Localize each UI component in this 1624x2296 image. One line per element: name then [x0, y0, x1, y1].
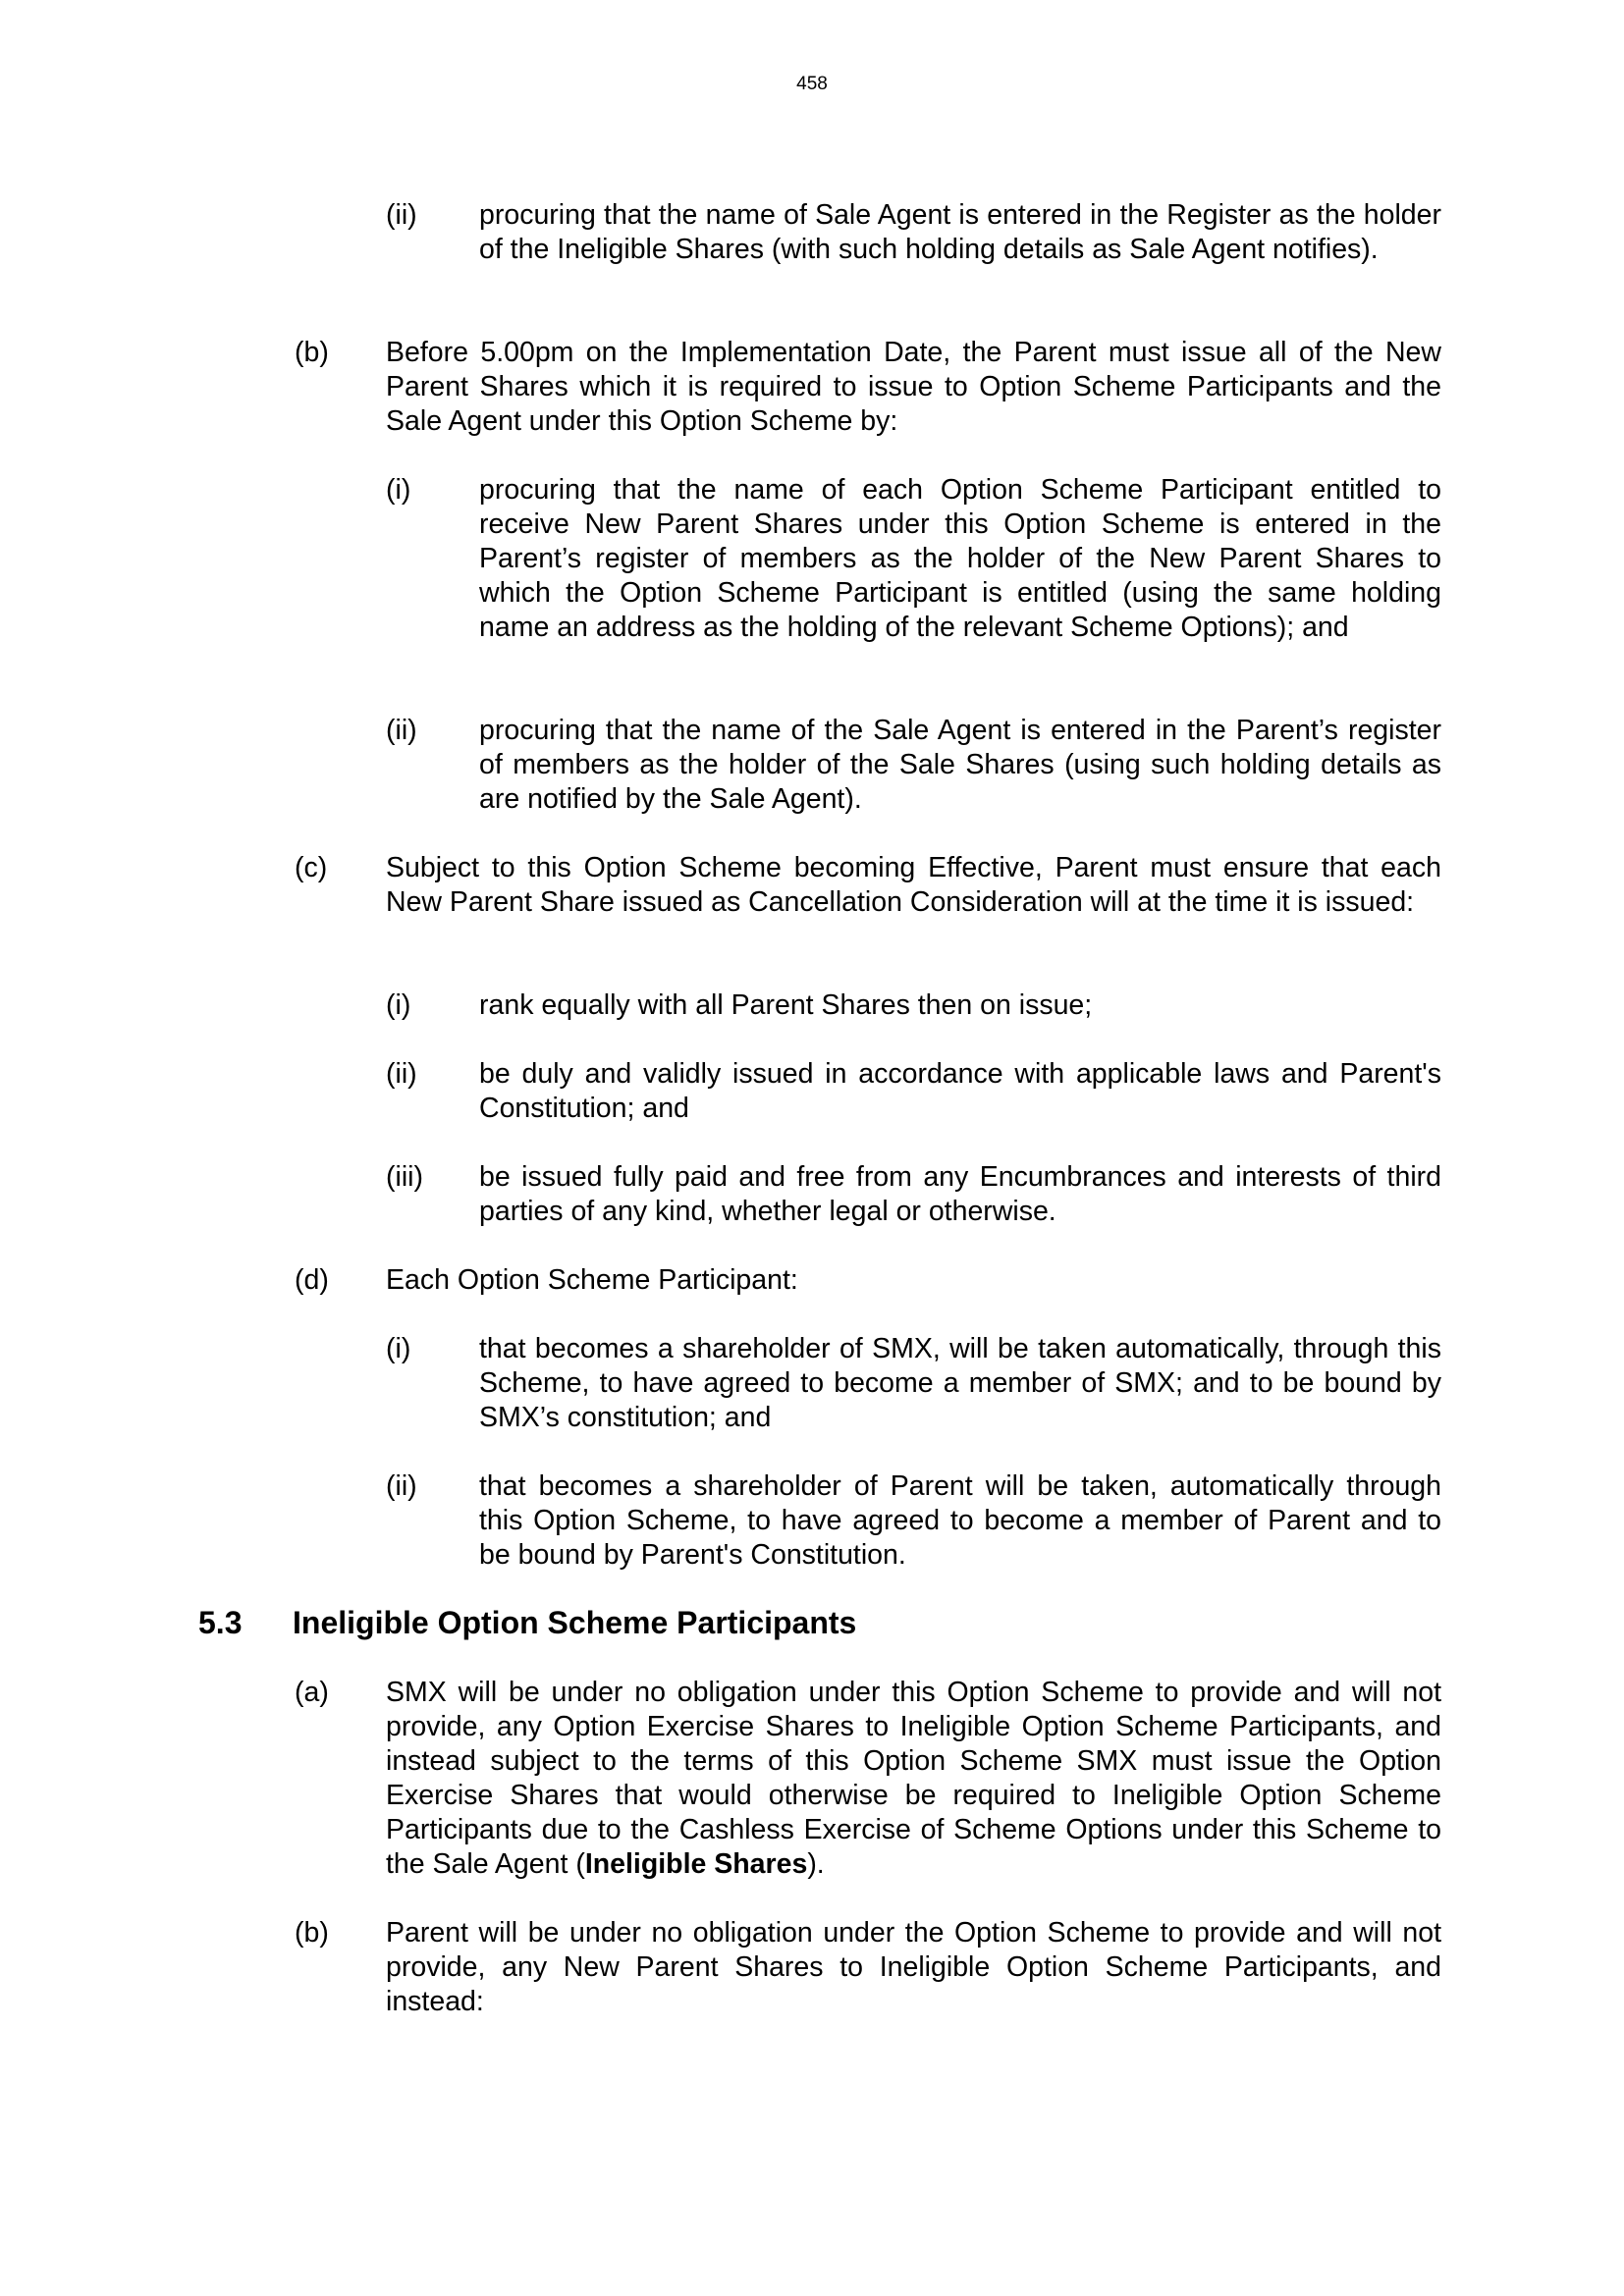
- clause-label: (a): [295, 1677, 329, 1708]
- clause-label: (ii): [386, 715, 417, 746]
- section-title: Ineligible Option Scheme Participants: [293, 1605, 857, 1640]
- clause-label: (d): [295, 1264, 329, 1296]
- clause-label: (ii): [386, 199, 417, 231]
- clause-label: (b): [295, 337, 329, 368]
- clause-text: Before 5.00pm on the Implementation Date, the Parent must issue all of the New Parent Shares which it is required to issue to Option Scheme Participants and the Sale Agent under this Option Scheme by:: [386, 337, 1441, 437]
- clause-text: [386, 1676, 1441, 1882]
- clause-text: Parent will be under no obligation under the Option Scheme to provide and will not provide, any New Parent Shares to Ineligible Option Scheme Participants, and instead:: [386, 1917, 1441, 2017]
- clause-label: (i): [386, 1333, 411, 1364]
- clause-label: (iii): [386, 1161, 423, 1193]
- clause-text: procuring that the name of the Sale Agent is entered in the Parent’s register of members as the holder of the Sale Shares (using such holding details as are notified by the Sale Agent).: [479, 715, 1441, 815]
- section-number: 5.3: [198, 1605, 243, 1640]
- clause-label: (i): [386, 989, 411, 1021]
- clause-text: that becomes a shareholder of Parent will be taken, automatically through this Option Scheme, to have agreed to become a member of Parent and to be bound by Parent's Constitution.: [479, 1470, 1441, 1571]
- page-number: 458: [796, 74, 828, 94]
- clause-label: (ii): [386, 1470, 417, 1502]
- clause-text-part: SMX will be under no obligation under this Option Scheme to provide and will not provide, any Option Exercise Shares to Ineligible Option Scheme Participants, and instead subject to the terms of this Option Scheme SMX must issue the Option Exercise Shares that would otherwise be required to Ineligible Option Scheme Participants due to the Cashless Exercise of Scheme Options under this Scheme to the Sale Agent (: [386, 1677, 1441, 1880]
- clause-text: be duly and validly issued in accordance with applicable laws and Parent's Constitution; and: [479, 1058, 1441, 1124]
- clause-text: Subject to this Option Scheme becoming Effective, Parent must ensure that each New Parent Share issued as Cancellation Consideration will at the time it is issued:: [386, 852, 1441, 918]
- clause-label: (b): [295, 1917, 329, 1949]
- clause-label: (i): [386, 474, 411, 506]
- clause-text: Each Option Scheme Participant:: [386, 1264, 798, 1296]
- clause-label: (c): [295, 852, 328, 883]
- clause-text: procuring that the name of Sale Agent is entered in the Register as the holder of the Ineligible Shares (with such holding details as Sale Agent notifies).: [479, 199, 1441, 265]
- defined-term: Ineligible Shares: [584, 1848, 808, 1880]
- clause-text: procuring that the name of each Option Scheme Participant entitled to receive New Parent Shares under this Option Scheme is entered in the Parent’s register of members as the holder of the New Parent Shares to which the Option Scheme Participant is entitled (using the same holding name an address as the holding of the relevant Scheme Options); and: [479, 474, 1441, 643]
- clause-text: be issued fully paid and free from any Encumbrances and interests of third parties of any kind, whether legal or otherwise.: [479, 1161, 1441, 1227]
- clause-label: (ii): [386, 1058, 417, 1090]
- clause-text: that becomes a shareholder of SMX, will be taken automatically, through this Scheme, to have agreed to become a member of SMX; and to be bound by SMX’s constitution; and: [479, 1333, 1441, 1433]
- clause-text-part: ).: [807, 1848, 825, 1880]
- clause-text: rank equally with all Parent Shares then on issue;: [479, 989, 1093, 1021]
